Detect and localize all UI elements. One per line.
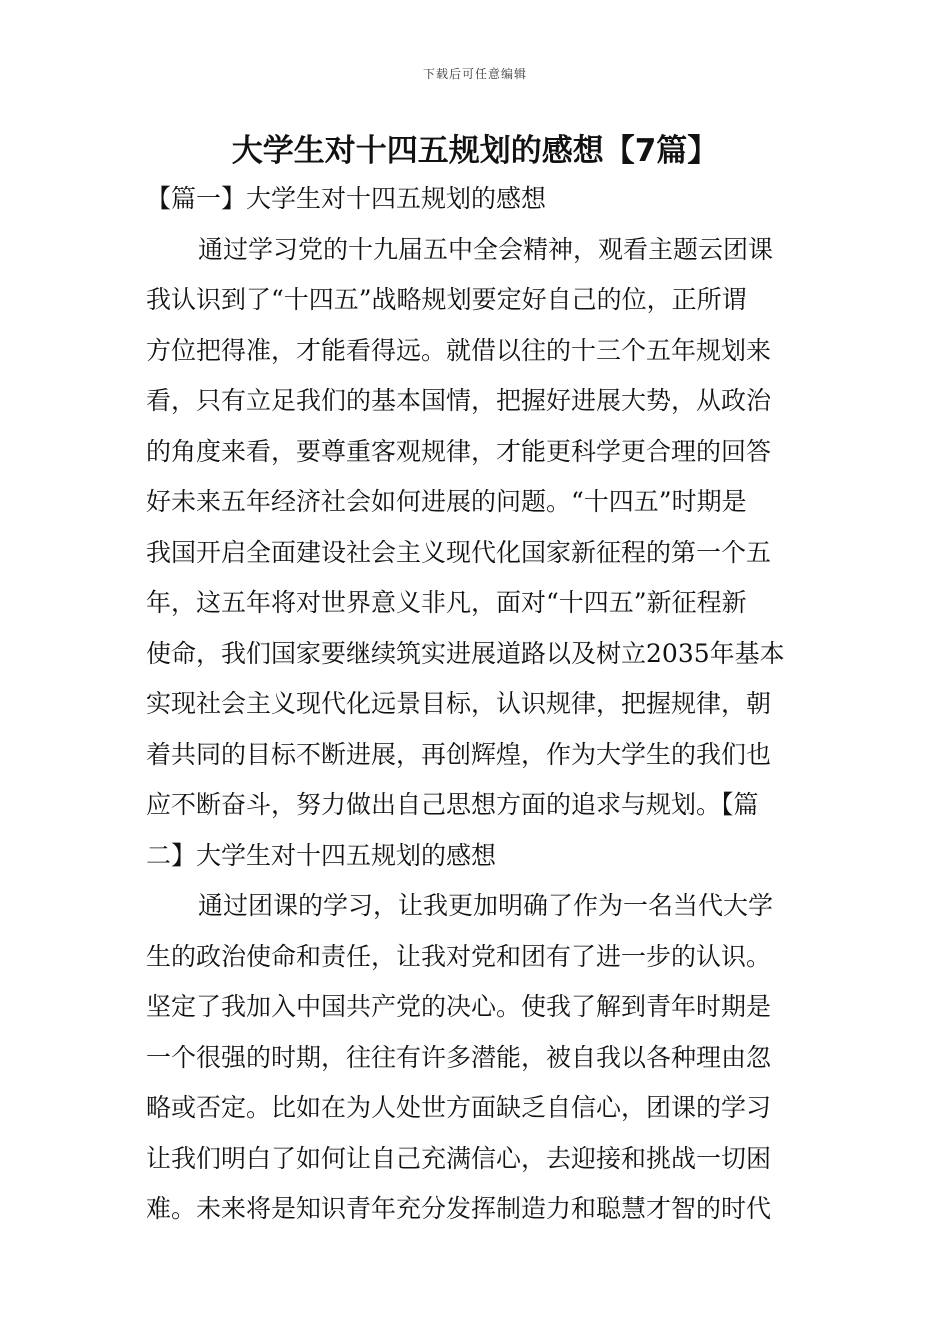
paragraph-line: 生的政治使命和责任，让我对党和团有了进一步的认识。 [146, 941, 772, 971]
paragraph-line: 方位把得准，才能看得远。就借以往的十三个五年规划来 [146, 335, 772, 365]
paragraph-line: 使命，我们国家要继续筑实进展道路以及树立2035年基本 [146, 638, 785, 668]
paragraph-line: 我国开启全面建设社会主义现代化国家新征程的第一个五 [146, 537, 772, 567]
document-body [146, 174, 808, 1235]
paragraph-line: 难。未来将是知识青年充分发挥制造力和聪慧才智的时代 [146, 1194, 772, 1223]
paragraph-line: 坚定了我加入中国共产党的决心。使我了解到青年时期是 [146, 992, 772, 1021]
paragraph-line: 着共同的目标不断进展，再创辉煌，作为大学生的我们也 [146, 739, 772, 769]
section-2-heading: 二】大学生对十四五规划的感想 [146, 840, 497, 870]
section-1-paragraph [146, 225, 808, 831]
paragraph-line: 通过学习党的十九届五中全会精神，观看主题云团课 [198, 234, 774, 264]
paragraph-line: 让我们明白了如何让自己充满信心，去迎接和挑战一切困 [146, 1143, 772, 1173]
document-title: 大学生对十四五规划的感想【7篇】 [231, 133, 719, 169]
paragraph-line: 一个很强的时期，往往有许多潜能，被自我以各种理由忽 [146, 1042, 772, 1072]
paragraph-line: 看，只有立足我们的基本国情，把握好进展大势，从政治 [146, 386, 772, 415]
paragraph-line: 略或否定。比如在为人处世方面缺乏自信心，团课的学习 [146, 1093, 772, 1122]
paragraph-line: 应不断奋斗，努力做出自己思想方面的追求与规划。【篇 [146, 790, 759, 819]
paragraph-line: 通过团课的学习，让我更加明确了作为一名当代大学 [198, 891, 774, 920]
page-header-note: 下载后可任意编辑 [422, 67, 527, 81]
paragraph-line: 的角度来看，要尊重客观规律，才能更科学更合理的回答 [146, 436, 772, 466]
section-1-heading: 【篇一】大学生对十四五规划的感想 [146, 184, 547, 213]
paragraph-line: 我认识到了“十四五”战略规划要定好自己的位，正所谓 [146, 285, 747, 314]
section-2-paragraph [146, 881, 808, 1235]
paragraph-line: 实现社会主义现代化远景目标，认识规律，把握规律，朝 [146, 689, 772, 718]
paragraph-line: 年，这五年将对世界意义非凡，面对“十四五”新征程新 [146, 588, 747, 617]
paragraph-line: 好未来五年经济社会如何进展的问题。“十四五”时期是 [146, 487, 747, 516]
